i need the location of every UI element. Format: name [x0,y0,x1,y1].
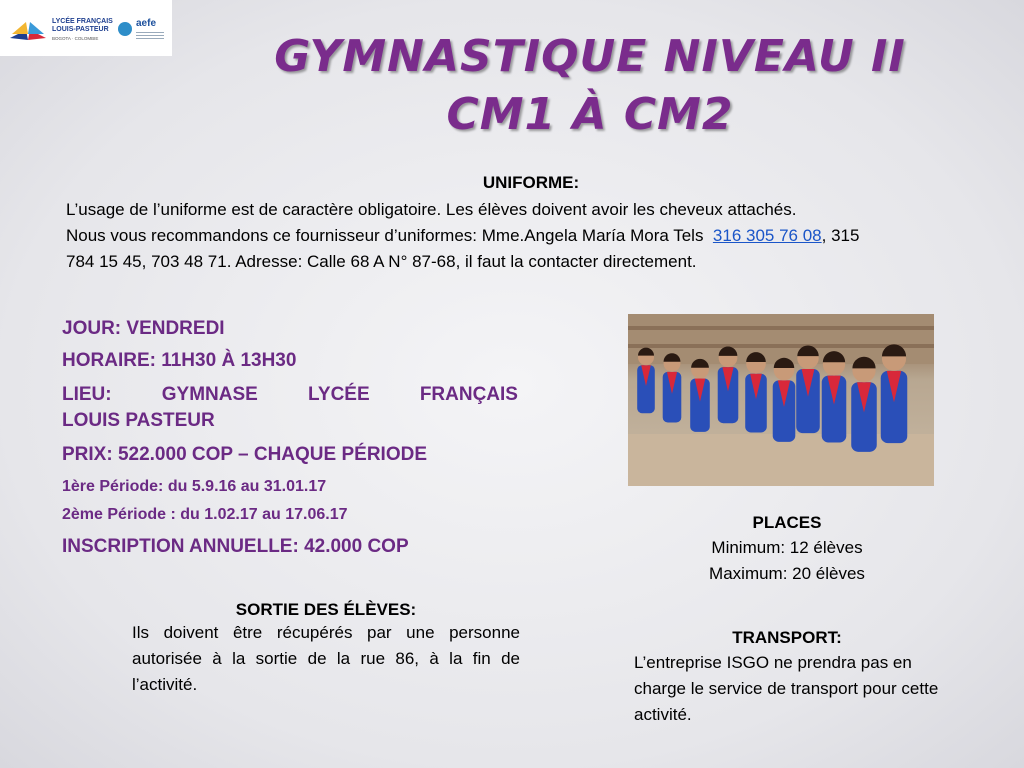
lieu-word: LYCÉE [308,384,370,405]
uniforme-line-3: 784 15 45, 703 48 71. Adresse: Calle 68 A N° 87-68, il faut la contacter directement. [66,252,697,271]
sortie-heading: SORTIE DES ÉLÈVES: [235,600,417,619]
gymnasts-photo [628,314,934,486]
horaire-text: HORAIRE: 11H30 À 13H30 [62,350,297,371]
lycee-logo-text: LYCÉE FRANÇAIS LOUIS-PASTEUR [52,18,113,33]
gymnast-figure [773,358,796,442]
aefe-logo-sub [136,32,164,40]
book-logo-icon [8,16,48,42]
places-heading: PLACES [752,513,822,532]
sortie-section [132,600,520,698]
uniforme-line-1: L’usage de l’uniforme est de caractère obligatoire. Les élèves doivent avoir les cheveux attachés. [66,200,797,219]
page-title [180,28,1000,144]
gymnasts-photo-illustration [628,314,934,486]
lieu-line-2: LOUIS PASTEUR [62,410,215,431]
title-line-2: CM1 À CM2 [446,89,734,140]
periode-1-text: 1ère Période: du 5.9.16 au 31.01.17 [62,478,327,495]
uniforme-line-2-tail: , 315 [821,226,860,245]
lycee-logo [8,14,113,44]
aefe-logo-text: aefe [136,18,157,29]
places-section [634,513,940,587]
lieu-word: FRANÇAIS [419,384,518,405]
lieu-word: LIEU: [62,384,112,405]
lycee-logo-sub: BOGOTA · COLOMBIE [52,36,99,41]
globe-icon [118,22,132,36]
gymnast-figure [745,352,767,432]
gymnast-figure [663,353,682,422]
uniforme-line-2-text: Nous vous recommandons ce fournisseur d’uniformes: Mme.Angela María Mora Tels [66,226,713,245]
gymnast-figure [718,347,739,424]
periode-2-text: 2ème Période : du 1.02.17 au 17.06.17 [62,506,348,523]
gymnast-figure [822,351,847,442]
jour-text: JOUR: VENDREDI [62,318,225,339]
transport-heading: TRANSPORT: [732,628,842,647]
gymnast-figure [690,359,710,432]
gymnast-figure [851,357,877,452]
places-min: Minimum: 12 élèves [711,538,863,557]
gymnast-figure [881,344,908,443]
sortie-text: Ils doivent être récupérés par une personne autorisée à la sortie de la rue 86, à la fin de l’activité. [132,623,520,694]
logo-bar [0,0,172,56]
lieu-line-1 [62,384,518,406]
phone-link[interactable]: 316 305 76 08 [712,226,822,245]
prix-text: PRIX: 522.000 COP – CHAQUE PÉRIODE [62,444,427,465]
title-line-1: GYMNASTIQUE NIVEAU II [274,31,906,82]
aefe-logo [118,14,168,44]
lieu-word: GYMNASE [161,384,258,405]
gymnast-figure [637,348,655,414]
inscription-text: INSCRIPTION ANNUELLE: 42.000 COP [62,536,409,557]
gymnast-figure [796,345,820,433]
uniforme-line-2 [66,223,859,249]
places-max: Maximum: 20 élèves [709,564,865,583]
uniforme-heading: UNIFORME: [482,173,580,192]
transport-section [634,628,940,728]
transport-text: L’entreprise ISGO ne prendra pas en charge le service de transport pour cette activité. [634,653,939,724]
